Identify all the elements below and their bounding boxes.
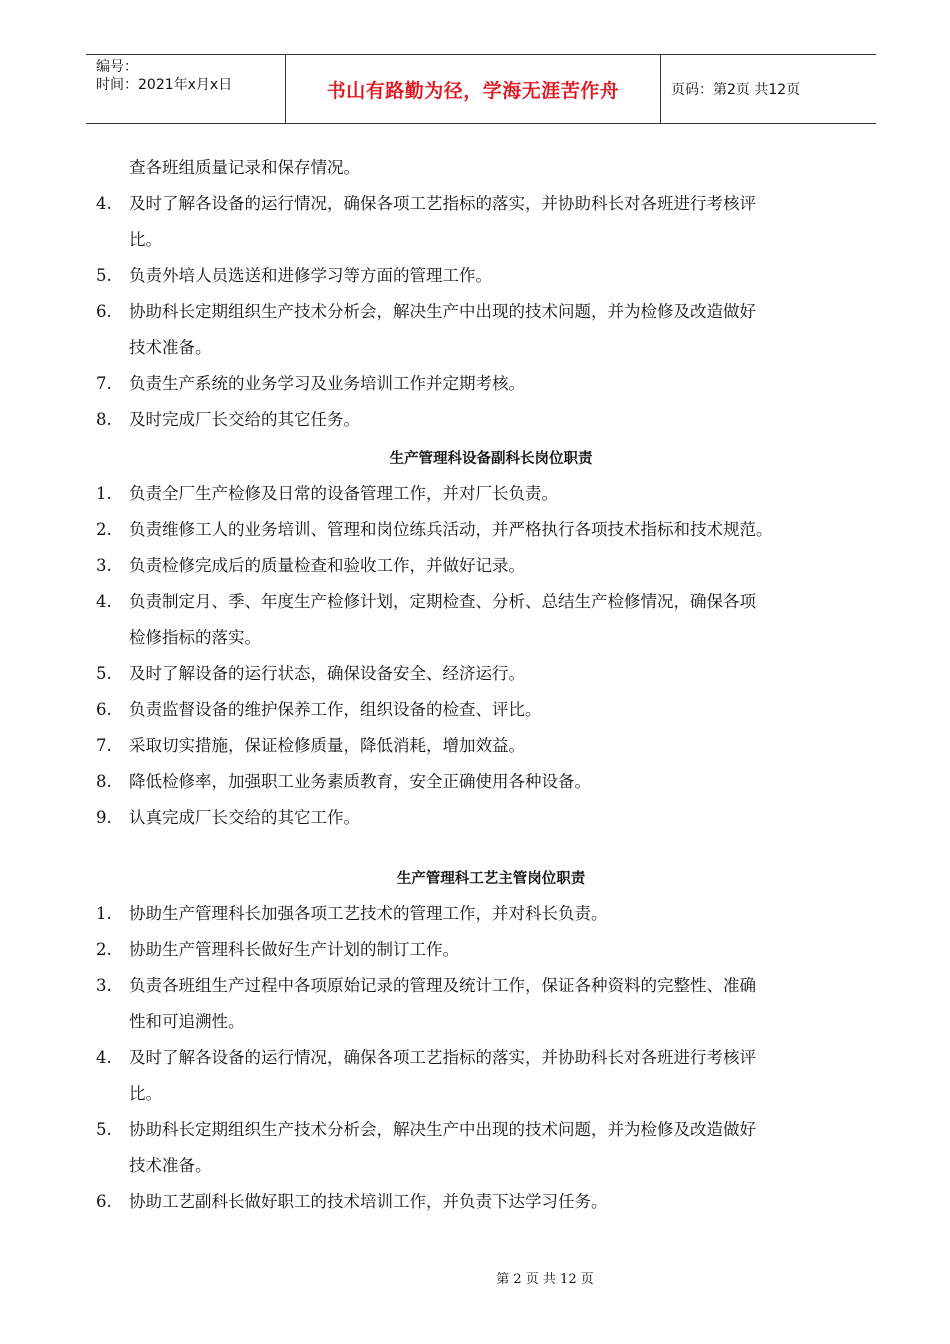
- item-text: 负责监督设备的维护保养工作，组织设备的检查、评比。: [129, 700, 542, 719]
- item-text: 协助科长定期组织生产技术分析会，解决生产中出现的技术问题，并为检修及改造做好: [129, 302, 756, 321]
- list-item: [96, 258, 886, 294]
- item-text: 负责全厂生产检修及日常的设备管理工作，并对厂长负责。: [129, 484, 558, 503]
- continuation-line: 查各班组质量记录和保存情况。: [129, 158, 360, 177]
- item-number: 3.: [96, 556, 112, 575]
- item-text: 负责生产系统的业务学习及业务培训工作并定期考核。: [129, 374, 525, 393]
- list-item: [96, 548, 886, 584]
- page-footer: 第 2 页 共 12 页: [496, 1272, 594, 1287]
- list-item: [96, 294, 886, 330]
- list-item: [96, 656, 886, 692]
- item-number: 8.: [96, 772, 112, 791]
- item-number: 4.: [96, 1048, 112, 1067]
- number-label: 编号：: [96, 59, 138, 75]
- item-text: 负责检修完成后的质量检查和验收工作，并做好记录。: [129, 556, 525, 575]
- section-list: [96, 476, 886, 836]
- item-number: 2.: [96, 520, 112, 539]
- list-item: [96, 476, 886, 512]
- item-number: 7.: [96, 374, 112, 393]
- list-item: [96, 764, 886, 800]
- item-text: 及时了解设备的运行状态，确保设备安全、经济运行。: [129, 664, 525, 683]
- list-item: [96, 366, 886, 402]
- section-title: 生产管理科设备副科长岗位职责: [389, 451, 593, 467]
- item-continuation: 技术准备。: [129, 338, 212, 357]
- list-item: [96, 800, 886, 836]
- header-motto: 书山有路勤为径，学海无涯苦作舟: [286, 55, 661, 123]
- item-continuation: 比。: [129, 230, 162, 249]
- item-number: 5.: [96, 266, 112, 285]
- document-header: [86, 54, 876, 124]
- item-continuation: 检修指标的落实。: [129, 628, 261, 647]
- document-body: [96, 150, 886, 1220]
- list-item: [96, 1040, 886, 1076]
- item-number: 1.: [96, 904, 112, 923]
- list-item: [96, 186, 886, 222]
- list-item: [96, 512, 886, 548]
- section-title: 生产管理科工艺主管岗位职责: [396, 871, 586, 887]
- header-meta: [86, 55, 286, 123]
- item-number: 2.: [96, 940, 112, 959]
- item-text: 协助生产管理科长做好生产计划的制订工作。: [129, 940, 459, 959]
- section-list: [96, 186, 886, 438]
- item-text: 协助生产管理科长加强各项工艺技术的管理工作，并对科长负责。: [129, 904, 608, 923]
- item-number: 7.: [96, 736, 112, 755]
- list-item: [96, 692, 886, 728]
- list-item: [96, 932, 886, 968]
- item-number: 5.: [96, 664, 112, 683]
- item-text: 降低检修率，加强职工业务素质教育，安全正确使用各种设备。: [129, 772, 591, 791]
- item-text: 及时了解各设备的运行情况，确保各项工艺指标的落实，并协助科长对各班进行考核评: [129, 1048, 756, 1067]
- item-number: 8.: [96, 410, 112, 429]
- time-label: 时间：2021年x月x日: [96, 77, 233, 93]
- item-continuation: 性和可追溯性。: [129, 1012, 245, 1031]
- spacer: [96, 836, 886, 858]
- item-number: 9.: [96, 808, 112, 827]
- item-number: 1.: [96, 484, 112, 503]
- item-number: 3.: [96, 976, 112, 995]
- item-text: 负责外培人员选送和进修学习等方面的管理工作。: [129, 266, 492, 285]
- item-number: 6.: [96, 1192, 112, 1211]
- header-page-label: 页码：第2页 共12页: [671, 82, 801, 98]
- item-text: 负责各班组生产过程中各项原始记录的管理及统计工作，保证各种资料的完整性、准确: [129, 976, 756, 995]
- item-continuation: 比。: [129, 1084, 162, 1103]
- item-text: 及时了解各设备的运行情况，确保各项工艺指标的落实，并协助科长对各班进行考核评: [129, 194, 756, 213]
- item-number: 4.: [96, 592, 112, 611]
- list-item: [96, 402, 886, 438]
- section-list: [96, 896, 886, 1220]
- list-item: [96, 1112, 886, 1148]
- item-number: 5.: [96, 1120, 112, 1139]
- list-item: [96, 584, 886, 620]
- item-text: 负责维修工人的业务培训、管理和岗位练兵活动，并严格执行各项技术指标和技术规范。: [129, 520, 773, 539]
- list-item: [96, 1184, 886, 1220]
- item-text: 认真完成厂长交给的其它工作。: [129, 808, 360, 827]
- item-text: 协助科长定期组织生产技术分析会，解决生产中出现的技术问题，并为检修及改造做好: [129, 1120, 756, 1139]
- item-number: 6.: [96, 700, 112, 719]
- item-text: 及时完成厂长交给的其它任务。: [129, 410, 360, 429]
- list-item: [96, 896, 886, 932]
- item-text: 采取切实措施，保证检修质量，降低消耗，增加效益。: [129, 736, 525, 755]
- item-number: 6.: [96, 302, 112, 321]
- list-item: [96, 728, 886, 764]
- list-item: [96, 968, 886, 1004]
- item-number: 4.: [96, 194, 112, 213]
- item-continuation: 技术准备。: [129, 1156, 212, 1175]
- item-text: 协助工艺副科长做好职工的技术培训工作，并负责下达学习任务。: [129, 1192, 608, 1211]
- item-text: 负责制定月、季、年度生产检修计划，定期检查、分析、总结生产检修情况，确保各项: [129, 592, 756, 611]
